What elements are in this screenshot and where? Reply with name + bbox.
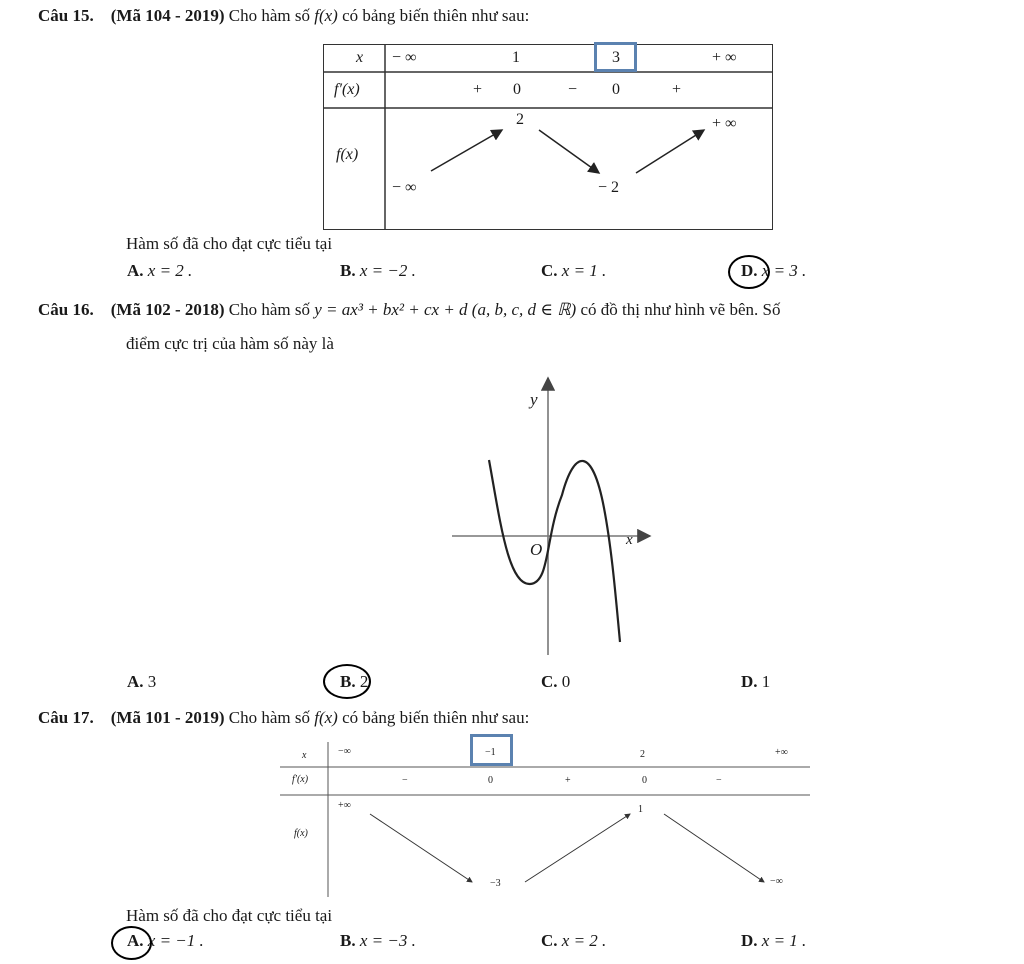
q15-x-label: x: [356, 49, 364, 66]
q15-option-b-key: B.: [340, 261, 356, 280]
q17-x-val-1: −∞: [338, 746, 351, 757]
q16-stem-post: có đồ thị như hình vẽ bên. Số: [580, 300, 781, 319]
q17-table-grid: [280, 742, 810, 897]
q17-f-val-4: −∞: [770, 876, 783, 887]
q17-x-label: x: [302, 750, 307, 761]
q16-stem-pre: Cho hàm số: [228, 300, 310, 319]
q15-option-a-val: x = 2 .: [147, 261, 193, 280]
q16-option-d[interactable]: [741, 672, 770, 692]
q17-option-c-val: x = 2 .: [561, 931, 607, 950]
q16-option-c-val: 0: [561, 672, 571, 691]
q17-option-d-val: x = 1 .: [761, 931, 807, 950]
q16-curve: [489, 460, 620, 642]
q15-fp-label: f′(x): [334, 81, 360, 98]
q17-option-c[interactable]: [541, 931, 606, 951]
q16-number: Câu 16.: [38, 300, 94, 319]
q16-y-label: y: [530, 390, 538, 409]
q15-f-val-3: − 2: [598, 179, 620, 196]
q17-arrow-up: [525, 814, 630, 882]
q15-x-val-2: 1: [512, 49, 520, 66]
q17-option-b-key: B.: [340, 931, 356, 950]
q15-header: [38, 6, 529, 26]
q15-option-d-val: x = 3 .: [761, 261, 807, 280]
q16-option-c-key: C.: [541, 672, 558, 691]
q15-option-c-val: x = 1 .: [561, 261, 607, 280]
q15-sign-3: −: [568, 81, 578, 98]
q17-arrow-down-1: [370, 814, 472, 882]
q16-graph: [440, 370, 670, 660]
q15-prompt: Hàm số đã cho đạt cực tiểu tại: [126, 234, 333, 253]
q17-f-label: f(x): [294, 828, 308, 839]
q16-option-d-key: D.: [741, 672, 758, 691]
q15-x-val-4: + ∞: [712, 49, 737, 66]
q15-option-b-val: x = −2 .: [359, 261, 416, 280]
q16-option-d-val: 1: [761, 672, 771, 691]
q15-option-a-key: A.: [127, 261, 144, 280]
q16-x-label: x: [626, 532, 633, 548]
q17-sign-4: 0: [642, 775, 647, 786]
q17-sign-1: −: [402, 775, 408, 786]
q15-arrow-up-1: [431, 130, 502, 171]
q16-option-a-key: A.: [127, 672, 144, 691]
q17-source: (Mã 101 - 2019): [110, 708, 225, 727]
q17-stem-post: có bảng biến thiên như sau:: [342, 708, 530, 727]
q17-f-val-1: +∞: [338, 800, 351, 811]
q16-option-a-val: 3: [147, 672, 157, 691]
q15-sign-1: +: [473, 81, 483, 98]
q15-sign-4: 0: [612, 81, 620, 98]
q15-option-c-key: C.: [541, 261, 558, 280]
q17-option-a-key: A.: [127, 931, 144, 950]
q15-arrow-down: [539, 130, 599, 173]
q16-header: [38, 300, 780, 320]
q15-stem-pre: Cho hàm số: [228, 6, 310, 25]
q17-header: [38, 708, 529, 728]
q15-highlight-box: [594, 42, 637, 72]
q17-x-val-2: −1: [485, 747, 496, 758]
q16-option-c[interactable]: [541, 672, 570, 692]
q16-line2: điểm cực trị của hàm số này là: [126, 334, 334, 353]
q15-f-val-1: − ∞: [392, 179, 417, 196]
q15-variation-table: [323, 44, 773, 230]
q16-source: (Mã 102 - 2018): [110, 300, 225, 319]
q15-f-val-2: 2: [516, 111, 524, 128]
q15-f-label: f(x): [336, 146, 359, 163]
q16-option-b-val: 2: [359, 672, 369, 691]
q17-fp-label: f′(x): [292, 774, 309, 785]
q15-option-b[interactable]: [340, 261, 416, 281]
q17-option-c-key: C.: [541, 931, 558, 950]
q15-sign-5: +: [672, 81, 682, 98]
q15-arrow-up-2: [636, 130, 704, 173]
q17-sign-5: −: [716, 775, 722, 786]
q15-f-val-4: + ∞: [712, 115, 737, 132]
q17-stem-pre: Cho hàm số: [228, 708, 310, 727]
q17-f-val-2: −3: [490, 878, 501, 889]
q15-answer-circle: [728, 255, 770, 289]
q17-option-d[interactable]: [741, 931, 806, 951]
q15-stem-post: có bảng biến thiên như sau:: [342, 6, 530, 25]
q17-variation-table: [280, 742, 810, 897]
q15-x-val-1: − ∞: [392, 49, 417, 66]
q17-arrow-down-2: [664, 814, 764, 882]
q15-x-val-3: 3: [612, 49, 620, 66]
q17-highlight-box: [470, 734, 513, 766]
q17-option-d-key: D.: [741, 931, 758, 950]
q17-f-val-3: 1: [638, 804, 643, 815]
q17-option-b[interactable]: [340, 931, 416, 951]
q15-sign-2: 0: [513, 81, 521, 98]
q16-option-b-key: B.: [340, 672, 356, 691]
q17-option-a-val: x = −1 .: [147, 931, 204, 950]
q15-fx: f(x): [314, 6, 338, 25]
q16-option-a[interactable]: [127, 672, 156, 692]
q17-fx: f(x): [314, 708, 338, 727]
q15-option-a[interactable]: [127, 261, 192, 281]
q17-answer-circle: [111, 926, 152, 960]
q17-x-val-3: 2: [640, 749, 645, 760]
q15-table-grid: [324, 45, 772, 229]
q17-number: Câu 17.: [38, 708, 94, 727]
q16-formula: y = ax³ + bx² + cx + d (a, b, c, d ∈ ℝ): [314, 300, 577, 319]
q17-x-val-4: +∞: [775, 747, 788, 758]
q17-prompt: Hàm số đã cho đạt cực tiểu tại: [126, 906, 333, 925]
q15-source: (Mã 104 - 2019): [110, 6, 225, 25]
q15-number: Câu 15.: [38, 6, 94, 25]
q17-sign-2: 0: [488, 775, 493, 786]
q16-origin-label: O: [530, 540, 543, 559]
q16-answer-circle: [323, 664, 371, 699]
q17-option-b-val: x = −3 .: [359, 931, 416, 950]
q15-option-c[interactable]: [541, 261, 606, 281]
q15-option-d-key: D.: [741, 261, 758, 280]
q17-sign-3: +: [565, 775, 571, 786]
